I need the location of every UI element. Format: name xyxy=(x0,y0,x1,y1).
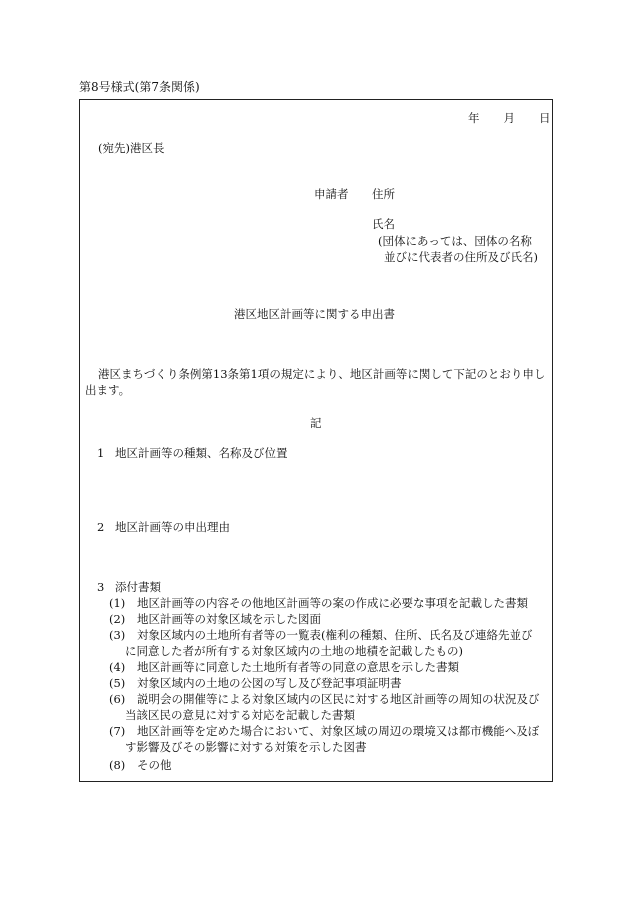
attachment-6-line2: 当該区民の意見に対する対応を記載した書類 xyxy=(125,708,355,722)
attachment-1-line1: 地区計画等の内容その他地区計画等の案の作成に必要な事項を記載した書類 xyxy=(137,596,528,610)
section-3-number: 3 xyxy=(97,580,105,594)
applicant-address-label: 住所 xyxy=(372,187,395,201)
attachment-7-number: (7) xyxy=(109,724,126,738)
date-day: 日 xyxy=(539,111,551,125)
form-number-label: 第8号様式(第7条関係) xyxy=(79,80,200,94)
attachment-8-number: (8) xyxy=(109,758,126,772)
attachment-7-line1: 地区計画等を定めた場合において、対象区域の周辺の環境又は都市機能へ及ぼ xyxy=(137,724,540,738)
section-1-text: 地区計画等の種類、名称及び位置 xyxy=(115,446,288,460)
date-line xyxy=(468,110,551,126)
section-1-number: 1 xyxy=(97,446,105,460)
attachment-7-line2: す影響及びその影響に対する対策を示した図書 xyxy=(125,740,367,754)
section-3-text: 添付書類 xyxy=(115,580,161,594)
section-1 xyxy=(97,445,288,461)
section-2-text: 地区計画等の申出理由 xyxy=(115,520,230,534)
body-text-line2: 出ます。 xyxy=(85,383,131,397)
attachment-1-number: (1) xyxy=(109,596,126,610)
ki-heading: 記 xyxy=(310,416,322,430)
attachment-6-line1: 説明会の開催等による対象区域内の区民に対する地区計画等の周知の状況及び xyxy=(137,692,540,706)
body-text-line1: 港区まちづくり条例第13条第1項の規定により、地区計画等に関して下記のとおり申し xyxy=(98,367,546,381)
applicant-name-label: 氏名 xyxy=(372,217,395,231)
attachment-8-line1: その他 xyxy=(137,758,172,772)
section-2-number: 2 xyxy=(97,520,105,534)
date-month: 月 xyxy=(503,111,515,125)
applicant-label: 申請者 xyxy=(314,187,349,201)
attachment-3-line2: に同意した者が所有する対象区域内の土地の地積を記載したもの) xyxy=(125,644,463,658)
applicant-note-line2: 並びに代表者の住所及び氏名) xyxy=(384,250,538,264)
application-form-frame xyxy=(79,99,553,782)
section-3 xyxy=(97,579,161,595)
attachment-4-line1: 地区計画等に同意した土地所有者等の同意の意思を示した書類 xyxy=(137,660,459,674)
section-2 xyxy=(97,519,230,535)
attachment-6-number: (6) xyxy=(109,692,126,706)
applicant-note-line1: (団体にあっては、団体の名称 xyxy=(378,234,532,248)
attachment-3-line1: 対象区域内の土地所有者等の一覧表(権利の種類、住所、氏名及び連絡先並び xyxy=(137,628,533,642)
attachment-3-number: (3) xyxy=(109,628,126,642)
addressee: (宛先)港区長 xyxy=(98,141,165,155)
attachment-5-line1: 対象区域内の土地の公図の写し及び登記事項証明書 xyxy=(137,676,402,690)
attachment-2-number: (2) xyxy=(109,612,126,626)
attachment-2-line1: 地区計画等の対象区域を示した図面 xyxy=(137,612,321,626)
date-year: 年 xyxy=(468,111,480,125)
attachment-5-number: (5) xyxy=(109,676,126,690)
document-title: 港区地区計画等に関する申出書 xyxy=(234,307,395,321)
attachment-4-number: (4) xyxy=(109,660,126,674)
